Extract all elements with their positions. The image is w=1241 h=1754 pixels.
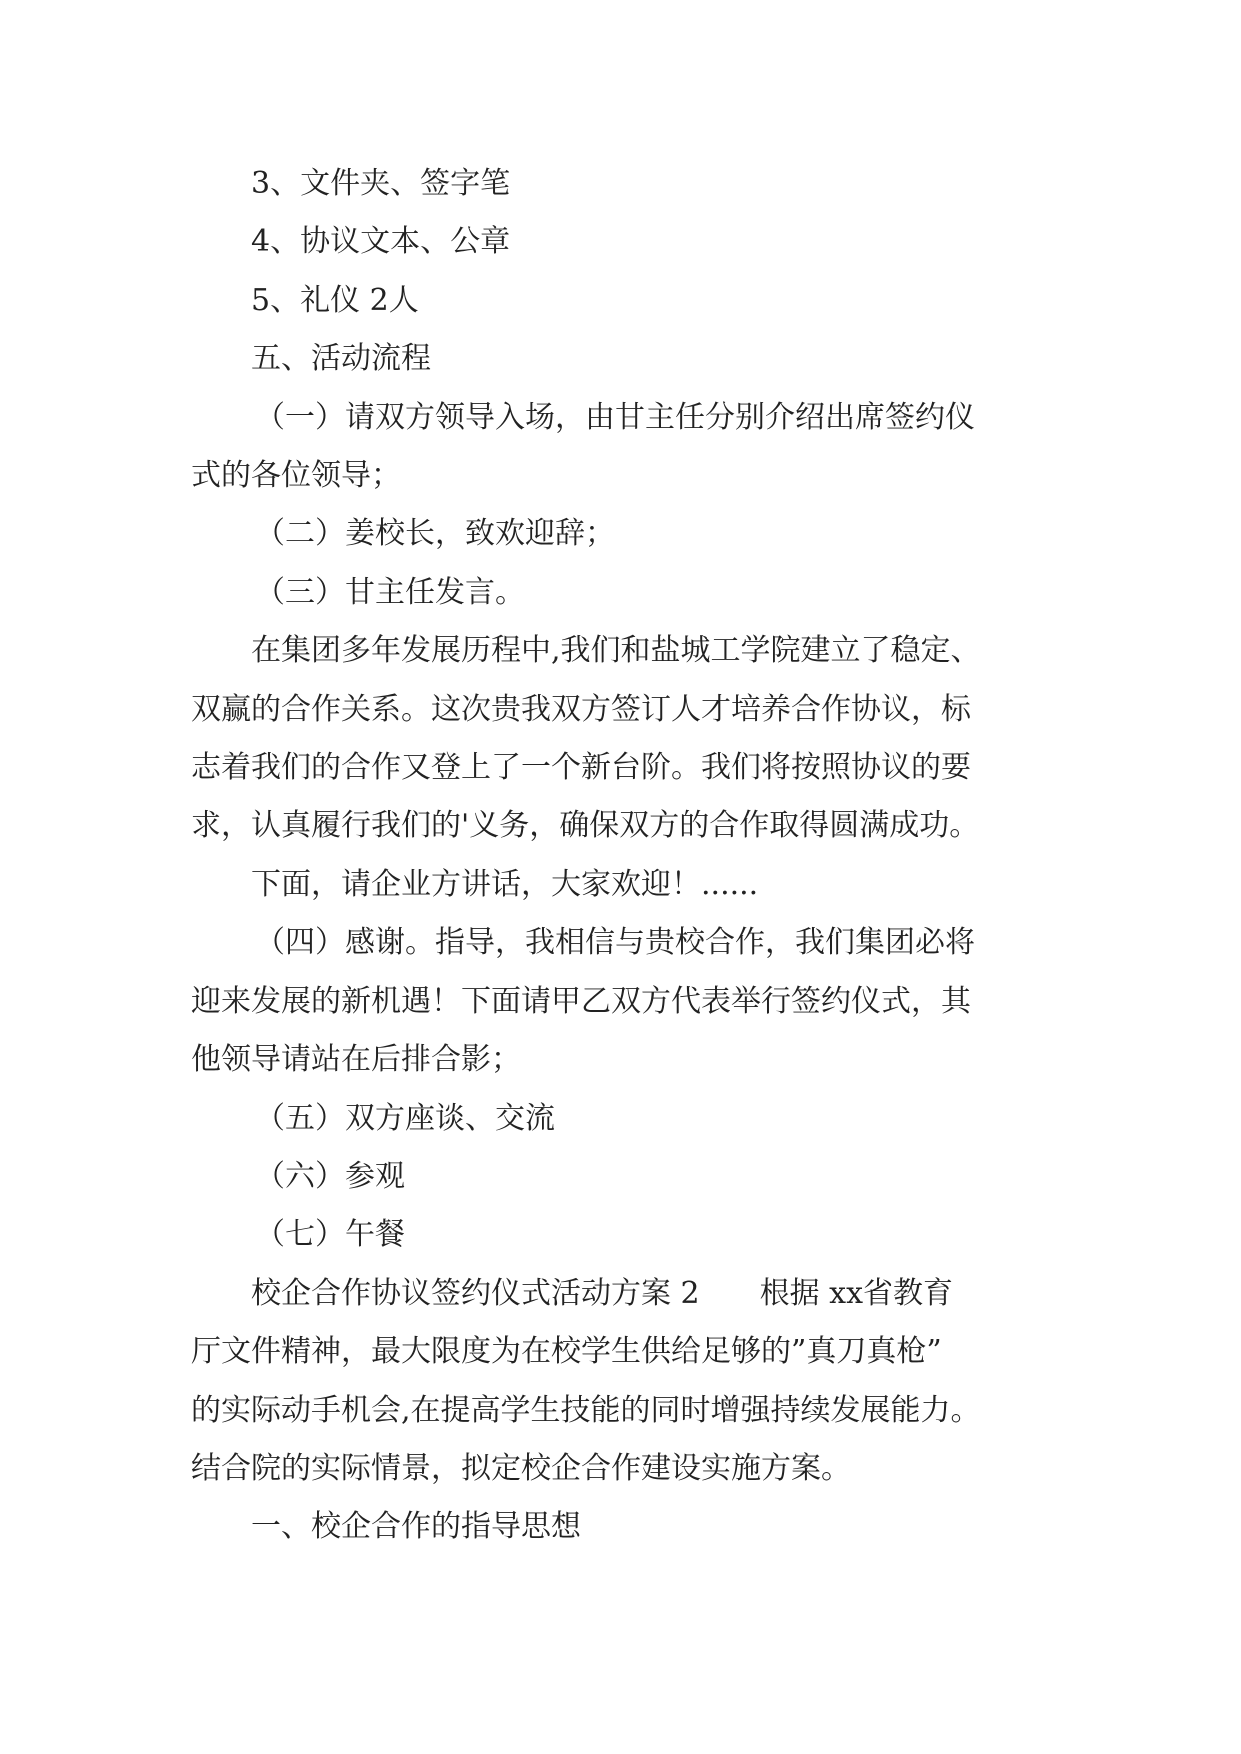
paragraph: （五）双方座谈、交流 — [255, 1100, 555, 1136]
paragraph: 5、礼仪 2人 — [251, 282, 419, 318]
paragraph: 3、文件夹、签字笔 — [251, 166, 511, 201]
paragraph: （二）姜校长，致欢迎辞； — [255, 516, 615, 552]
paragraph: （三）甘主任发言。 — [255, 574, 525, 610]
paragraph: 迎来发展的新机遇！下面请甲乙双方代表举行签约仪式，其 — [191, 983, 971, 1019]
paragraph: （一）请双方领导入场，由甘主任分别介绍出席签约仪 — [255, 399, 975, 435]
paragraph: 校企合作协议签约仪式活动方案 2 根据 xx省教育 — [251, 1275, 953, 1311]
paragraph: 4、协议文本、公章 — [251, 224, 511, 260]
paragraph: 在集团多年发展历程中,我们和盐城工学院建立了稳定、 — [251, 633, 981, 669]
paragraph: （六）参观 — [255, 1158, 405, 1194]
paragraph: 厅文件精神，最大限度为在校学生供给足够的”真刀真枪” — [191, 1334, 942, 1370]
paragraph: （四）感谢。指导，我相信与贵校合作，我们集团必将 — [255, 925, 975, 961]
section-heading: 五、活动流程 — [251, 341, 431, 377]
paragraph: 式的各位领导； — [191, 458, 401, 494]
paragraph: 他领导请站在后排合影； — [191, 1042, 521, 1078]
paragraph: 求，认真履行我们的'义务，确保双方的合作取得圆满成功。 — [191, 808, 980, 844]
paragraph: 的实际动手机会,在提高学生技能的同时增强持续发展能力。 — [191, 1392, 981, 1428]
paragraph: 志着我们的合作又登上了一个新台阶。我们将按照协议的要 — [191, 750, 971, 786]
paragraph: 双赢的合作关系。这次贵我双方签订人才培养合作协议，标 — [191, 691, 971, 727]
paragraph: 结合院的实际情景，拟定校企合作建设实施方案。 — [191, 1450, 851, 1486]
paragraph: （七）午餐 — [255, 1217, 405, 1253]
paragraph: 下面，请企业方讲话，大家欢迎！...... — [251, 866, 759, 902]
section-heading: 一、校企合作的指导思想 — [251, 1509, 581, 1545]
document-body — [191, 155, 1071, 1557]
